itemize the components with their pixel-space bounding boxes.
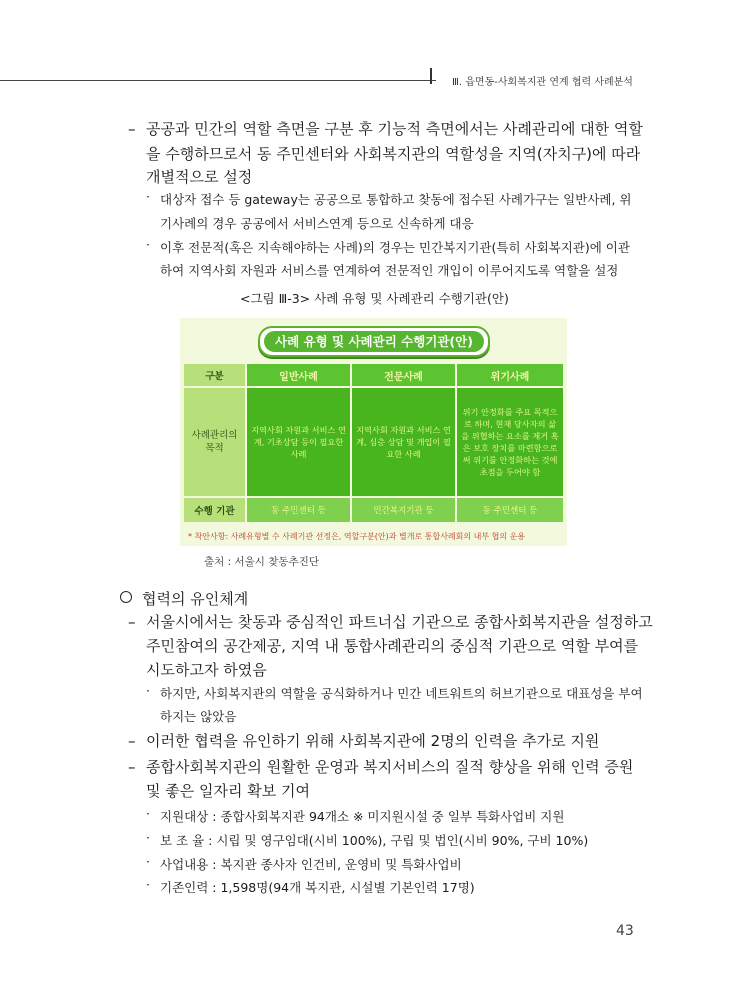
figure-title-badge	[258, 326, 490, 357]
text-line: 지원대상 : 종합사회복지관 94개소 ※ 미지원시설 중 일부 특화사업비 지원	[160, 809, 565, 824]
dot-marker: ·	[146, 684, 150, 698]
figure-title: 사례 유형 및 사례관리 수행기관(안)	[264, 331, 484, 352]
figure-source: 출처 : 서울시 찾동추진단	[204, 556, 319, 568]
table-header-crisis: 위기사례	[457, 364, 563, 386]
dash-marker: –	[128, 120, 136, 138]
case-type-table	[184, 364, 563, 522]
text-line: 개별적으로 설정	[146, 168, 253, 186]
section-heading-text: 협력의 유인체계	[142, 590, 249, 608]
table-row-label-agency: 수행 기관	[184, 498, 245, 522]
text-line: 기존인력 : 1,598명(94개 복지관, 시설별 기본인력 17명)	[160, 880, 475, 895]
text-line: 이후 전문적(혹은 지속해야하는 사례)의 경우는 민간복지기관(특히 사회복지관)에 이관	[160, 240, 630, 255]
text-line: 종합사회복지관의 원활한 운영과 복지서비스의 질적 향상을 위해 인력 증원	[146, 758, 634, 776]
text-line: 공공과 민간의 역할 측면을 구분 후 기능적 측면에서는 사례관리에 대한 역할	[146, 120, 643, 138]
text-line: 사업내용 : 복지관 종사자 인건비, 운영비 및 특화사업비	[160, 857, 462, 872]
dash-marker: –	[128, 732, 136, 750]
figure-note: * 착안사항: 사례유형별 수 사례기관 선정은, 역할구분(안)과 별개로 통합사례회의 내부 협의 운용	[188, 532, 526, 541]
table-cell-purpose-general: 지역사회 자원과 서비스 연계, 기초상담 등이 필요한 사례	[247, 388, 350, 496]
text-line: 을 수행하므로서 동 주민센터와 사회복지관의 역할성을 지역(자치구)에 따라	[146, 145, 641, 163]
page-number: 43	[616, 923, 634, 939]
dot-marker: ·	[146, 855, 150, 869]
dot-marker: ·	[146, 831, 150, 845]
dot-marker: ·	[146, 190, 150, 204]
table-cell-agency-crisis: 동 주민센터 등	[457, 498, 563, 522]
text-line: 서울시에서는 찾동과 중심적인 파트너십 기관으로 종합사회복지관을 설정하고	[146, 613, 653, 631]
dash-marker: –	[128, 613, 136, 631]
header-rule	[0, 80, 436, 81]
running-header: Ⅲ. 읍면동-사회복지관 연계 협력 사례분석	[452, 77, 633, 88]
table-cell-agency-general: 동 주민센터 등	[247, 498, 350, 522]
text-line: 대상자 접수 등 gateway는 공공으로 통합하고 찾동에 접수된 사례가구는 일반사례, 위	[160, 192, 632, 207]
section-heading-incentive	[120, 588, 248, 609]
table-cell-purpose-specialist: 지역사회 자원과 서비스 연계, 심층 상담 및 개입이 필요한 사례	[352, 388, 455, 496]
table-header-specialist: 전문사례	[352, 364, 455, 386]
table-cell-agency-specialist: 민간복지기관 등	[352, 498, 455, 522]
text-line: 하여 지역사회 자원과 서비스를 연계하여 전문적인 개입이 이루어지도록 역할을 설정	[160, 263, 619, 278]
text-line: 하지는 않았음	[160, 709, 237, 724]
text-line: 기사례의 경우 공공에서 서비스연계 등으로 신속하게 대응	[160, 216, 474, 231]
text-line: 이러한 협력을 유인하기 위해 사회복지관에 2명의 인력을 추가로 지원	[146, 732, 600, 750]
text-line: 하지만, 사회복지관의 역할을 공식화하거나 민간 네트워트의 허브기관으로 대표성을 부여	[160, 686, 643, 701]
case-type-figure	[180, 318, 567, 546]
figure-caption: <그림 Ⅲ-3> 사례 유형 및 사례관리 수행기관(안)	[240, 291, 509, 306]
text-line: 및 좋은 일자리 확보 기여	[146, 782, 310, 800]
table-row-label-purpose: 사례관리의 목적	[184, 388, 245, 496]
circle-marker-icon	[120, 591, 132, 603]
text-line: 주민참여의 공간제공, 지역 내 통합사례관리의 중심적 기관으로 역할 부여를	[146, 637, 639, 655]
dot-marker: ·	[146, 238, 150, 252]
text-line: 시도하고자 하였음	[146, 661, 267, 679]
header-divider	[430, 68, 432, 84]
table-cell-purpose-crisis: 위기 안정화를 주요 목적으로 하며, 현재 당사자의 삶을 위협하는 요소를 제거 혹은 보호 장치를 마련함으로써 위기를 안정화하는 것에 초점을 두어야 함	[457, 388, 563, 496]
dot-marker: ·	[146, 878, 150, 892]
table-header-category: 구분	[184, 364, 245, 386]
table-header-general: 일반사례	[247, 364, 350, 386]
dash-marker: –	[128, 758, 136, 776]
text-line: 보 조 율 : 시립 및 영구임대(시비 100%), 구립 및 법인(시비 90%, 구비 10%)	[160, 833, 589, 848]
dot-marker: ·	[146, 807, 150, 821]
